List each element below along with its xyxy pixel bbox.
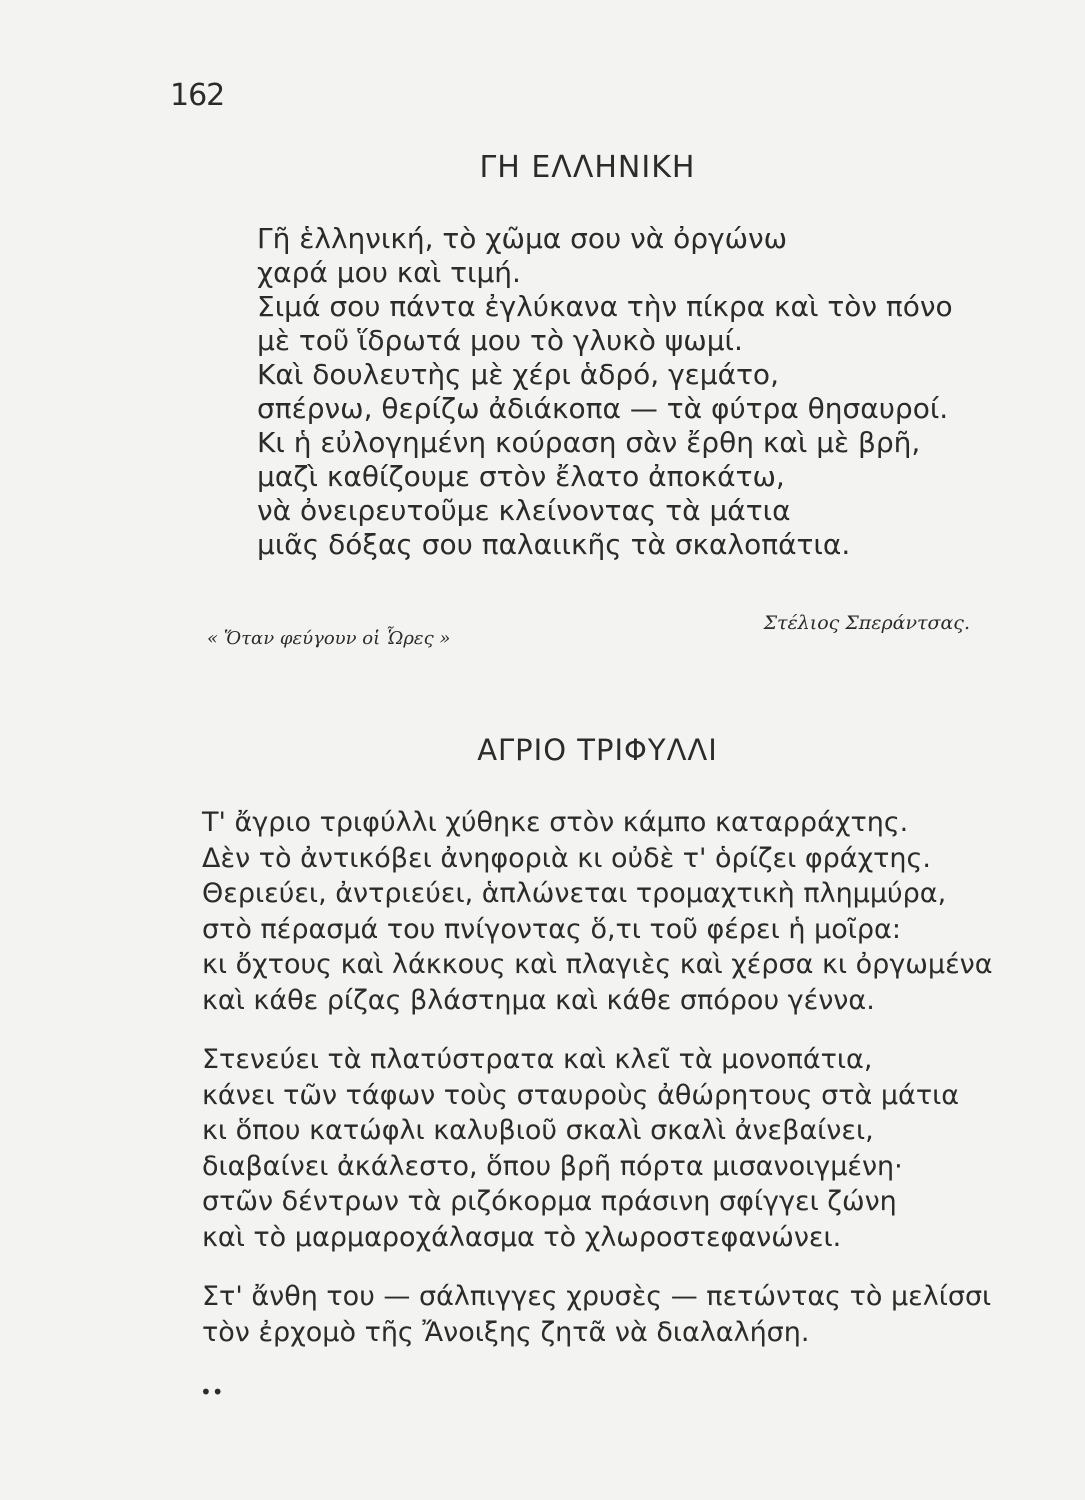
poem-title-gi-elliniki: ΓΗ ΕΛΛΗΝΙΚΗ [479, 150, 696, 185]
poem-line: μαζὶ καθίζουμε στὸν ἔλατο ἀποκάτω, [257, 460, 785, 493]
stanza [202, 1279, 1062, 1350]
poem-line: νὰ ὀνειρευτοῦμε κλείνοντας τὰ μάτια [257, 494, 791, 527]
poem-line: χαρά μου καὶ τιμή. [257, 256, 521, 289]
poem-line: μιᾶς δόξας σου παλαιικῆς τὰ σκαλοπάτια. [257, 528, 851, 561]
poem-line: κι ὅπου κατώφλι καλυβιοῦ σκαλὶ σκαλὶ ἀνεβαίνει, [202, 1115, 874, 1146]
poem-line: τὸν ἐρχομὸ τῆς Ἄνοιξης ζητᾶ νὰ διαλαλήση. [202, 1316, 810, 1348]
poem-line: Τ' ἄγριο τριφύλλι χύθηκε στὸν κάμπο καταρράχτης. [202, 807, 909, 838]
poem-line: Στενεύει τὰ πλατύστρατα καὶ κλεῖ τὰ μονοπάτια, [202, 1044, 873, 1075]
poem-line: στὸ πέρασμά του πνίγοντας ὅ,τι τοῦ φέρει ἡ μοῖρα: [202, 913, 901, 945]
poem-line: κι ὄχτους καὶ λάκκους καὶ πλαγιὲς καὶ χέρσα κι ὀργωμένα [202, 949, 993, 980]
poem-gi-elliniki [257, 222, 1017, 562]
poem-line: διαβαίνει ἀκάλεστο, ὅπου βρῆ πόρτα μισανοιγμένη· [202, 1150, 903, 1182]
poem-line: Θεριεύει, ἀντριεύει, ἁπλώνεται τρομαχτικὴ πλημμύρα, [202, 878, 947, 909]
poem-agrio-trifylli [202, 805, 1062, 1374]
poem-line: σπέρνω, θερίζω ἀδιάκοπα — τὰ φύτρα θησαυροί. [257, 392, 949, 425]
poem-line: κάνει τῶν τάφων τοὺς σταυροὺς ἀθώρητους στὰ μάτια [202, 1079, 960, 1111]
poem-line: Κι ἡ εὐλογημένη κούραση σὰν ἔρθη καὶ μὲ βρῆ, [257, 426, 921, 459]
poem-line: Γῆ ἑλληνική, τὸ χῶμα σου νὰ ὀργώνω [257, 222, 788, 255]
poem-title-agrio-trifylli: ΑΓΡΙΟ ΤΡΙΦΥΛΛΙ [477, 733, 718, 767]
poem-line: Σιμά σου πάντα ἐγλύκανα τὴν πίκρα καὶ τὸν πόνο [257, 290, 953, 323]
poem-author: Στέλιος Σπεράντσας. [763, 612, 970, 634]
poem-source: « Ὅταν φεύγουν οἱ Ὧρες » [207, 628, 451, 649]
poem-line: Δὲν τὸ ἀντικόβει ἀνηφοριὰ κι οὐδὲ τ' ὁρίζει φράχτης. [202, 842, 931, 874]
poem-line: στῶν δέντρων τὰ ριζόκορμα πράσινη σφίγγει ζώνη [202, 1186, 897, 1217]
poem-line: καὶ κάθε ρίζας βλάστημα καὶ κάθε σπόρου γέννα. [202, 984, 875, 1016]
poem-line: Στ' ἄνθη του — σάλπιγγες χρυσὲς — πετώντας τὸ μελίσσι [202, 1281, 992, 1312]
poem-line: καὶ τὸ μαρμαροχάλασμα τὸ χλωροστεφανώνει. [202, 1221, 842, 1253]
poem-line: Καὶ δουλευτὴς μὲ χέρι ἁδρό, γεμάτο, [257, 358, 779, 391]
stanza [202, 1042, 1062, 1255]
continuation-dots: •• [200, 1380, 224, 1404]
page-number: 162 [170, 78, 225, 113]
stanza [202, 805, 1062, 1018]
poem-line: μὲ τοῦ ἵδρωτά μου τὸ γλυκὸ ψωμί. [257, 324, 743, 357]
